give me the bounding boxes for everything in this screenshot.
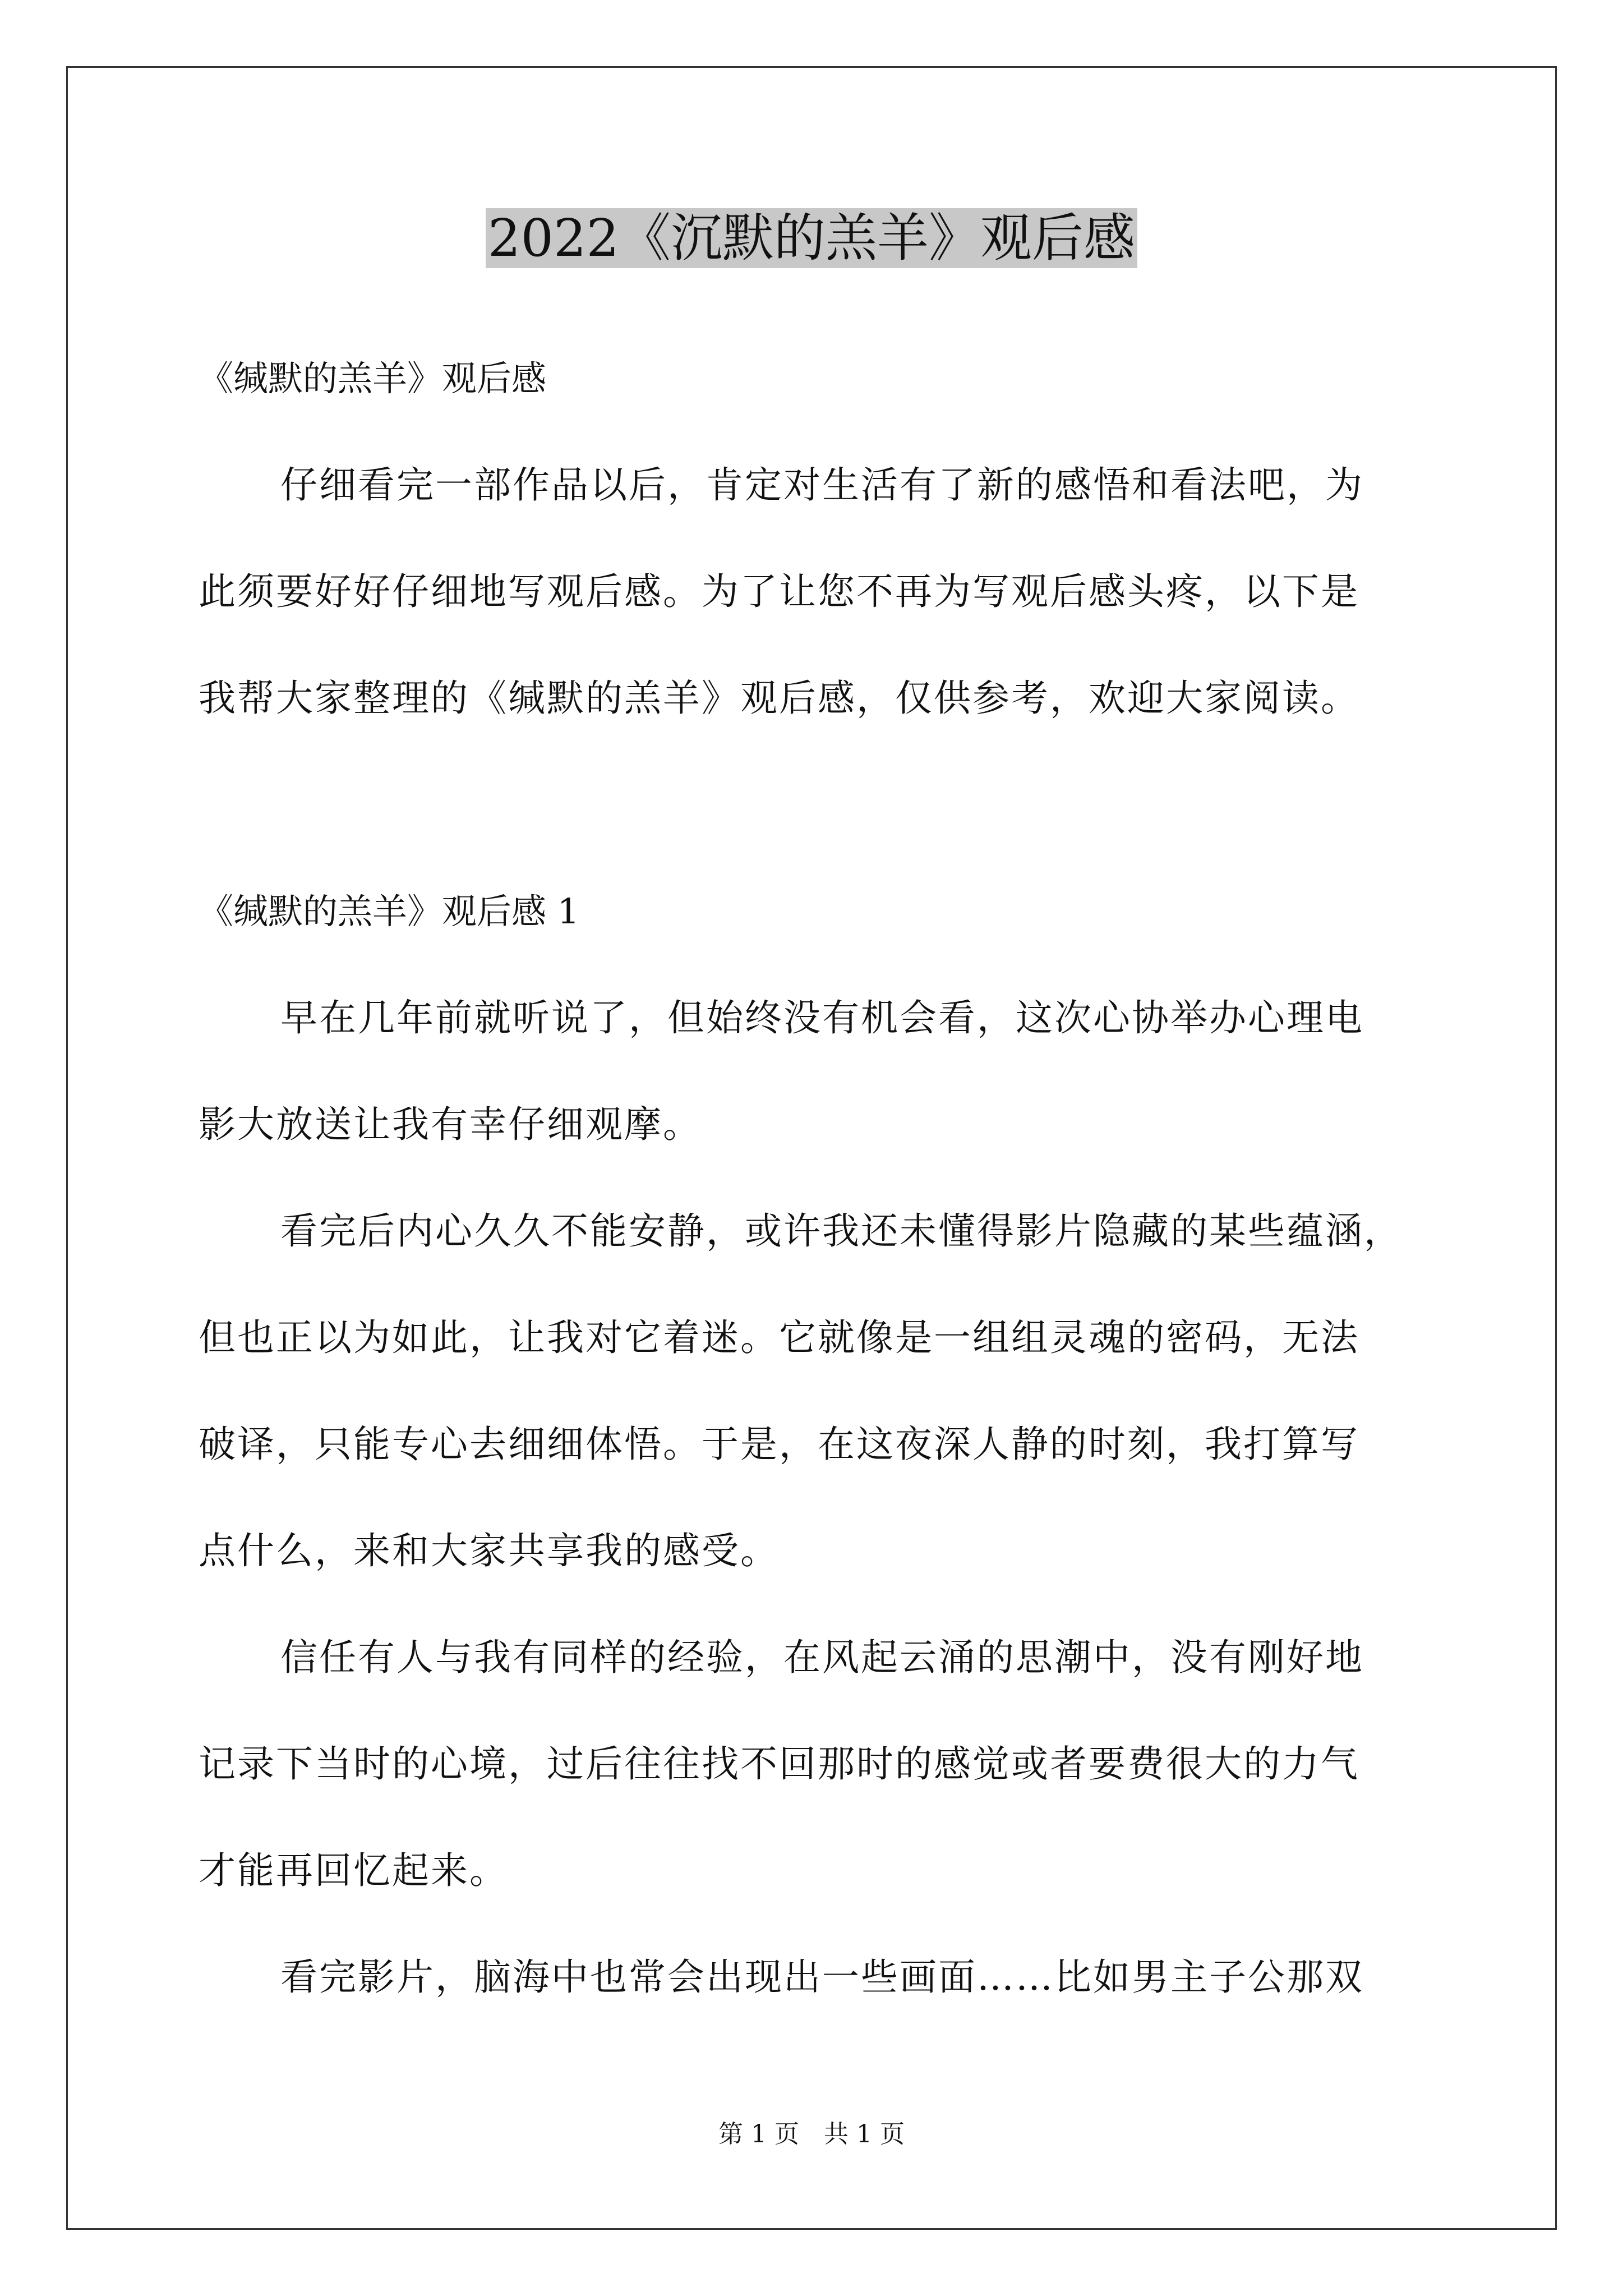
paragraph-line: 点什么，来和大家共享我的感受。 [199,1529,779,1572]
paragraph-line: 看完后内心久久不能安静，或许我还未懂得影片隐藏的某些蕴涵， [280,1209,1403,1253]
document-title: 2022《沉默的羔羊》观后感 [0,202,1623,275]
intro-line: 此须要好好仔细地写观后感。为了让您不再为写观后感头疼，以下是 [199,570,1359,613]
paragraph-line: 记录下当时的心境，过后往往找不回那时的感觉或者要费很大的力气 [199,1742,1359,1786]
intro-line: 我帮大家整理的《缄默的羔羊》观后感，仅供参考，欢迎大家阅读。 [199,677,1359,720]
paragraph-line: 才能再回忆起来。 [199,1849,508,1892]
subtitle: 《缄默的羔羊》观后感 [199,358,547,399]
page-footer: 第 1 页 共 1 页 [718,2120,905,2148]
intro-line: 仔细看完一部作品以后，肯定对生活有了新的感悟和看法吧，为 [280,463,1364,507]
section-heading: 《缄默的羔羊》观后感 1 [199,891,580,932]
paragraph-line: 看完影片，脑海中也常会出现出一些画面……比如男主子公那双 [280,1955,1364,1999]
paragraph-line: 但也正以为如此，让我对它着迷。它就像是一组组灵魂的密码，无法 [199,1316,1359,1359]
paragraph-line: 早在几年前就听说了，但始终没有机会看，这次心协举办心理电 [280,996,1364,1039]
paragraph-line: 影大放送让我有幸仔细观摩。 [199,1103,702,1146]
paragraph-line: 破译，只能专心去细细体悟。于是，在这夜深人静的时刻，我打算写 [199,1423,1359,1466]
paragraph-line: 信任有人与我有同样的经验，在风起云涌的思潮中，没有刚好地 [280,1636,1364,1679]
